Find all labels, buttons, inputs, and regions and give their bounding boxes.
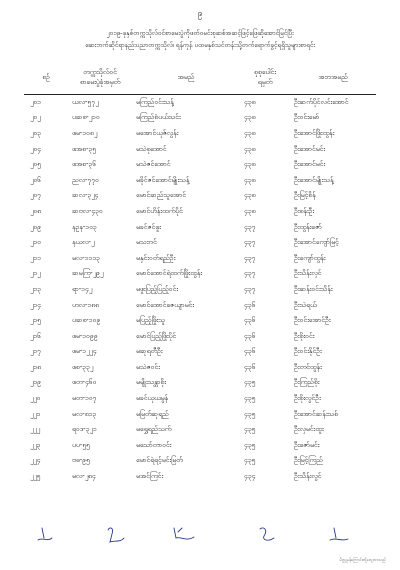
cell-remarks: ဦးစန်းဦး <box>294 206 315 215</box>
cell-no: ၂၁၁ <box>30 253 41 262</box>
table-row <box>24 189 376 205</box>
cell-code: နယလ-၂ <box>72 238 95 247</box>
header-name: အမည် <box>177 73 195 81</box>
cell-remarks: ဦးသိန်းလှင် <box>294 269 322 278</box>
table-row <box>24 267 376 283</box>
cell-no: ၂၂၀ <box>30 394 41 403</box>
cell-code: ရဝဒ-၃၂၁ <box>72 425 97 434</box>
cell-no: ၂၀၁ <box>30 97 41 106</box>
header-total-text: စုစုပေါင်း ရမှတ် <box>254 68 276 86</box>
cell-total: ၄၃၅ <box>244 378 256 387</box>
cell-remarks: ဦးဝင်းမော် <box>294 113 320 122</box>
cell-code: မလ-၂၈၄ <box>72 472 96 481</box>
cell-total: ၄၃၅ <box>244 456 256 465</box>
header-total <box>240 60 290 95</box>
cell-code: ဆဗလ-၄၃၀ <box>72 206 103 215</box>
cell-name: မမျိုးသန္တာစိုး <box>136 378 166 387</box>
signature-row <box>24 524 376 554</box>
table-row <box>24 235 376 251</box>
cell-total: ၄၃၅ <box>244 409 256 418</box>
cell-code: ပဆစ-၁၀၉ <box>72 316 101 325</box>
cell-no: ၂၁၃ <box>30 284 41 293</box>
cell-name: မအောင်ယုဇ်လွန်း <box>136 128 179 137</box>
cell-no: ၂၂၁ <box>30 409 41 418</box>
title-line-2: ဆေးဘက်ဆိုင်ရာနည်းပညာတက္ကသိုလ်၊ ရန်ကုန် ပထမနှစ်သင်တန်းသို့တက်ရောက်ခွင့်ရရှိသူများစာရင်း <box>85 41 315 49</box>
cell-name: မောင်ပြည့်ဖြိုးပိုင် <box>136 331 177 340</box>
cell-remarks: ဦးဝင်းနိုင်ဦး <box>294 347 322 356</box>
cell-code: ဗဓ-၉၅ <box>72 456 90 465</box>
cell-remarks: ဦးသိန်းလွင် <box>294 472 322 481</box>
cell-code: ရာ-၁၄၂ <box>72 284 93 293</box>
cell-remarks: ဦးဇော်မင်း <box>294 440 320 449</box>
cell-name: မသဘင် <box>136 238 157 247</box>
cell-total: ၄၃၅ <box>244 425 256 434</box>
cell-name: မသဲစုအောင် <box>136 144 167 153</box>
cell-total: ၄၃၈ <box>244 191 256 200</box>
cell-remarks: ဦးအောင်ဆန်းသစ် <box>294 409 338 418</box>
cell-total: ၄၃၇ <box>244 269 256 278</box>
header-remarks: အဘအမည် <box>318 73 348 81</box>
cell-remarks: ဦးစိုးဝင်း <box>294 331 315 340</box>
cell-remarks: ဦးအောင်ကျော်မြင့် <box>294 238 339 247</box>
cell-total: ၄၃၇ <box>244 253 256 262</box>
cell-name: မပြည့်ဖြိုးသူ <box>136 316 165 325</box>
cell-name: မောင်ဟိန်းထက်ပိုင် <box>136 206 183 215</box>
cell-name: မခင်ဇင်ဖူး <box>136 222 161 231</box>
table-row <box>24 126 376 142</box>
cell-code: မတ-၁၀၇ <box>72 394 97 403</box>
cell-code: မလ-၈၁၃ <box>72 409 97 418</box>
cell-code: ညလ-၇၇၀ <box>72 175 99 184</box>
cell-name: မောင်အောင်ရဲထက်ဖြိုးထွန်း <box>136 269 203 278</box>
cell-remarks: ဦးတင်ထွန်း <box>294 362 322 371</box>
cell-remarks: ဦးကျော်ထွန်း <box>294 253 326 262</box>
table-header <box>24 60 376 95</box>
cell-code: ဖအစ-၃၆ <box>72 160 97 169</box>
cell-no: ၂၁၇ <box>30 347 41 356</box>
cell-total: ၄၃၈ <box>244 175 256 184</box>
cell-remarks: ဦးဝင်းအောင်ဦး <box>294 316 331 325</box>
cell-remarks: ဦးသဲရယ် <box>294 300 317 309</box>
table-row <box>24 469 376 485</box>
cell-no: ၂၂၅ <box>30 472 41 481</box>
cell-remarks: ဦးအောင်မင်း <box>294 160 326 169</box>
page-number: ၉ <box>197 9 203 19</box>
cell-remarks: ဦးအောင်မျိုးသန့် <box>294 175 334 184</box>
cell-name: မခိုင်ဇင်အောင်မျိုးသန့် <box>136 175 190 184</box>
cell-total: ၄၃၄ <box>244 472 256 481</box>
cell-no: ၂၁၀ <box>30 238 41 247</box>
cell-no: ၂၁၂ <box>30 269 41 278</box>
table-row <box>24 204 376 220</box>
cell-name: မသဲဇင်အောင် <box>136 160 171 169</box>
cell-no: ၂၀၉ <box>30 222 41 231</box>
cell-remarks: ဦးလှမင်းထူး <box>294 425 324 434</box>
cell-name: မသော်တာဝင်း <box>136 440 172 449</box>
signature-3 <box>174 528 194 539</box>
signature-1 <box>38 528 52 540</box>
cell-code: ပဆစ-၂၁၀ <box>72 113 100 122</box>
cell-code: ဖမ-၁၂၂၄ <box>72 347 97 356</box>
table-row <box>24 220 376 236</box>
cell-total: ၄၃၆ <box>244 300 256 309</box>
cell-remarks: ဦးဆက်ပိုင်လင်းအောင် <box>294 97 349 106</box>
cell-name: မောင်ရဲရင့်မင်းမြတ် <box>136 456 183 465</box>
cell-no: ၂၀၄ <box>30 144 41 153</box>
cell-code: ဆမကြ-၂၉၂ <box>72 269 104 278</box>
title-line-1: ၂၀၁၉-ခုနှစ်တက္ကသိုလ်ဝင်စာမေးပွဲကိုဖတ်ဝမင်းစုဆစ်အဆင့်ဖြင့်ဖြေဆိုအောင်မြင်ပြီး <box>106 29 294 37</box>
cell-no: ၂၁၈ <box>30 362 42 371</box>
cell-no: ၂၀၇ <box>30 191 41 200</box>
table-row <box>24 251 376 267</box>
cell-remarks: ဦးမြင့်ကြည် <box>294 456 323 465</box>
cell-no: ၂၀၈ <box>30 206 42 215</box>
table-row <box>24 95 376 111</box>
cell-name: မသဲဇဝင်း <box>136 362 160 371</box>
cell-total: ၄၃၆ <box>244 347 256 356</box>
table-row <box>24 407 376 423</box>
footer-stamp-text: မိတ္တူမှန်ကြောင်းတို့တွေတာသည် <box>339 557 386 562</box>
cell-no: ၂၀၆ <box>30 175 41 184</box>
cell-name: မကြည်ဝင်းသန့် <box>136 97 174 106</box>
cell-code: နဥန-၁၀၃ <box>72 222 97 231</box>
cell-no: ၂၁၆ <box>30 331 41 340</box>
table-row <box>24 157 376 173</box>
cell-code: ဖမ-၁၀၈၂ <box>72 128 98 137</box>
cell-remarks: ဦးအောင်မင်း <box>294 144 326 153</box>
table-row <box>24 298 376 314</box>
cell-name: မောင်ဆည်သူအောင် <box>136 191 187 200</box>
cell-remarks: ဦးမြင့်စိန် <box>294 191 316 200</box>
header-code <box>68 60 132 95</box>
cell-no: ၂၀၂ <box>30 113 41 122</box>
cell-code: ဟလ-၁၈၈ <box>72 300 100 309</box>
cell-code: ဖအစ-၃၅ <box>72 144 97 153</box>
table-row <box>24 329 376 345</box>
cell-no: ၂၂၂ <box>30 425 41 434</box>
table-row <box>24 422 376 438</box>
cell-remarks: ဦးစိုးလွင်ဦး <box>294 394 321 403</box>
cell-remarks: ဦးထွန်းဇော် <box>294 222 322 231</box>
cell-name: မောင်အောင်ဇေယျာမင်း <box>136 300 194 309</box>
table-row <box>24 111 376 127</box>
cell-name: မအင်ကြင်း <box>136 472 164 481</box>
cell-name: မမြတ်ဆုရည် <box>136 409 169 418</box>
cell-total: ၄၃၅ <box>244 440 256 449</box>
cell-remarks: ဦးအောင်ဖြိုးထွန်း <box>294 128 335 137</box>
signature-5 <box>330 528 348 540</box>
header-code-text: တက္ကသိုလ်ဝင် စာမေးပွဲခုံအမှတ် <box>79 68 121 86</box>
table-row <box>24 376 376 392</box>
table-row <box>24 360 376 376</box>
table-row <box>24 454 376 470</box>
table-row <box>24 391 376 407</box>
cell-no: ၂၁၄ <box>30 300 41 309</box>
cell-code: မလ-၁၁၁၃ <box>72 253 101 262</box>
cell-code: ဖတ-၄၆၀ <box>72 378 97 387</box>
cell-no: ၂၁၉ <box>30 378 41 387</box>
table-row <box>24 282 376 298</box>
signature-4 <box>260 528 274 540</box>
cell-name: မဖူးပြည့်ပြည့်ဝင်း <box>136 284 178 293</box>
cell-total: ၄၃၈ <box>244 144 256 153</box>
cell-remarks: ဦးကြည်စိုး <box>294 378 320 387</box>
table-body <box>24 95 376 485</box>
cell-total: ၄၃၇ <box>244 238 256 247</box>
cell-total: ၄၃၈ <box>244 97 256 106</box>
cell-total: ၄၃၇ <box>244 284 256 293</box>
cell-no: ၂၁၅ <box>30 316 41 325</box>
header-no: စဉ် <box>42 73 50 81</box>
cell-name: မကြည်စံပယ်သင်း <box>136 113 181 122</box>
cell-name: မခင်ယုယမွန် <box>136 394 169 403</box>
cell-total: ၄၃၇ <box>244 222 256 231</box>
cell-code: ဖမ-၁၀၉၉ <box>72 331 98 340</box>
cell-total: ၄၃၆ <box>244 331 256 340</box>
cell-code: ပပ-၅၅ <box>72 440 90 449</box>
cell-total: ၄၃၈ <box>244 160 256 169</box>
table-row <box>24 438 376 454</box>
cell-name: မဆုရတီဦး <box>136 347 163 356</box>
table-row <box>24 345 376 361</box>
cell-total: ၄၃၆ <box>244 362 256 371</box>
cell-total: ၄၃၈ <box>244 206 256 215</box>
cell-code: ဆလ-၃၂၄ <box>72 191 99 200</box>
cell-name: မနှင်းဝတ်ရည်ဦး <box>136 253 176 262</box>
cell-total: ၄၃၈ <box>244 128 256 137</box>
table-row <box>24 313 376 329</box>
cell-code: ယလ-၅၇၂ <box>72 97 99 106</box>
cell-no: ၂၀၅ <box>30 160 41 169</box>
results-table <box>24 60 376 485</box>
cell-name: မရွှေရည်သက် <box>136 425 172 434</box>
cell-total: ၄၃၈ <box>244 113 256 122</box>
cell-no: ၂၂၄ <box>30 456 41 465</box>
cell-no: ၂၀၃ <box>30 128 41 137</box>
cell-no: ၂၂၃ <box>30 440 41 449</box>
table-row <box>24 173 376 189</box>
cell-total: ၄၃၅ <box>244 394 256 403</box>
cell-remarks: ဦးဆန်းဝင်းသိန်း <box>294 284 333 293</box>
table-row <box>24 142 376 158</box>
signature-2 <box>108 528 124 542</box>
cell-code: ဖစ-၃၃၂ <box>72 362 94 371</box>
cell-total: ၄၃၆ <box>244 316 256 325</box>
